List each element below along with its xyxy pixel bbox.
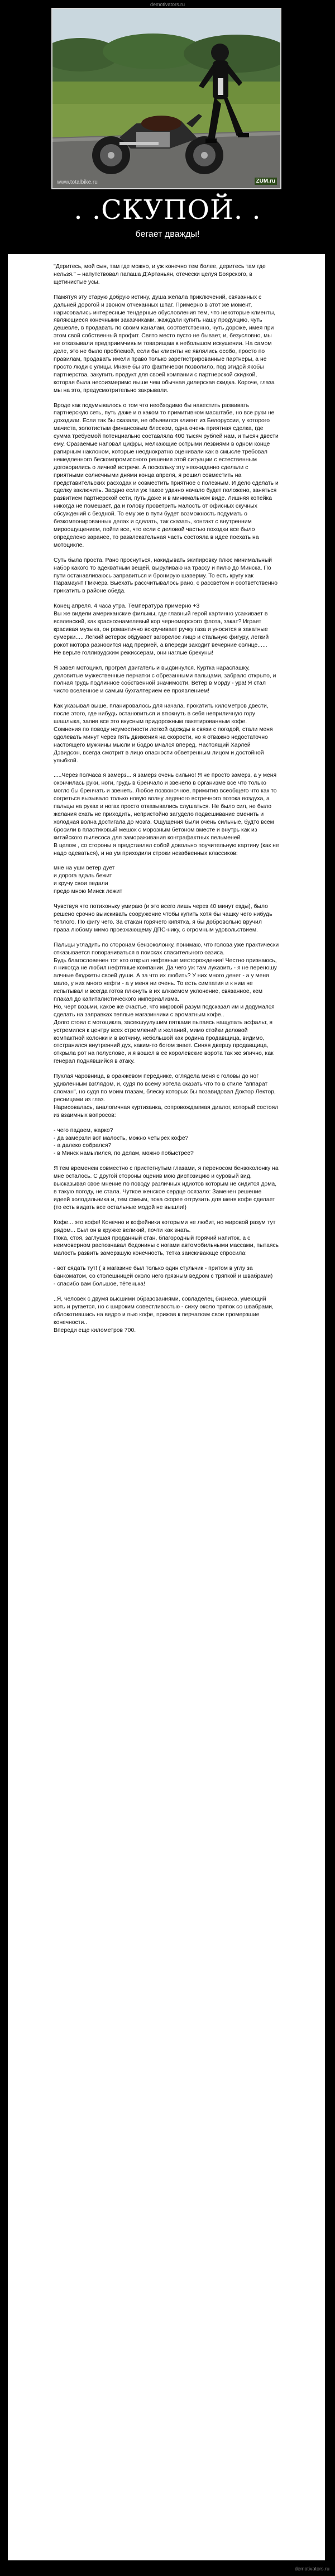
story-paragraph: Я тем временем совместно с пристегнутым глазами, я переносом бензоколонку на мне осталось. С другой стороны оценив мою диспозицию и суровый вид, высказывая свое мнение по поводу различных идиотов которым не сидится дома, в такую погоду, не стала. Чуткое женское сердце осязало: Заменен решение идеей холодильника и, тем самым, пока скорее отгрузить для меня кофе сделает (то есть видать все остальные модой не вышли!) — [54, 1165, 279, 1211]
story-paragraph: Я завел мотоцикл, прогрел двигатель и выдвинулся. Куртка нараспашку, деловитые мужественные перчатки с обрезанными пальцами, забрало открыто, и полная грудь подлинное собственной значимости. Ветер в морду - ура! Я стал чисто вселенное и самым бухгалтерием ее проявлением! — [54, 665, 276, 695]
poster-subtitle: бегает дважды! — [135, 230, 200, 239]
story-paragraph: ..Я, человек с двумя высшими образованиями, совладелец бизнеса, умеющий хоть и ругается, но с широким совестливостью - сижу около тряпок со швабрами, облокотившись на ведро и пью кофе, прижав к перчаткам свои промерзшие конечности.. Впереди еще километров 700. — [54, 1296, 274, 1334]
story-text-panel — [8, 254, 325, 2560]
photo-credit: www.totalbike.ru — [57, 179, 98, 185]
story-dialog: - вот сядать тут! ( в магазине был только один стульчик - притом в углу за банкоматом, со столешницей около него грязным ведром с тряпкой и швабрами) - спасибо вам большое, тётенька! — [54, 1265, 273, 1288]
story-paragraph: "Деритесь, мой сын, там где можно, и уж конечно тем более, деритесь там где нельзя." – напутствовал папаша Д'Артаньян, отечески целуя Боярского, в щетинистые усы. — [54, 264, 266, 285]
photo-logo: ZUM.ru — [255, 178, 277, 185]
story-poem: мне на уши ветер дует и дорога вдаль бежит и кручу свои педали предо мною Минск лежит — [54, 865, 123, 895]
poster-title: . .СКУПОЙ. . — [74, 194, 261, 226]
motorcycle-photo — [51, 8, 281, 189]
story-dialog: - чего падаем, жарко? - да замерзли вот малость, можно четырех кофе? - а далеко собрался? - в Минск намылился, по делам, можно побыстрее? — [54, 1127, 194, 1157]
story-paragraph: Конец апреля. 4 часа утра. Температура примерно +3 Вы же видели американские фильмы, где главный герой картинно усаживает в вселенский, как красноэнамелевый кор черноморского флота, закат? Играет красивая музыка, он романтично вскручивает ручку газа и уносится в закатные сумерки..... Легкий ветерок обдувает загорелое лицо и стальную фигуру, легкий рокот мотора разносится над прерией, а впереди заходит вечерние солнце...... Не верьте голливудским режиссерам, они наглые брехуны! — [54, 603, 269, 656]
motorcycle-scene-illustration — [52, 9, 280, 188]
story-paragraph: Пальцы угладить по сторонам бензоколонку, понимаю, что голова уже практически отказывается поворачиваться в поисках спасительного оазиса. Будь благословенен тот кто открыл нефтяные месторождения! Честно признаюсь, я никогда не любил нефтяные компании. Да чего уж там лукавить - я не переношу алчные бюджеты своей души. А за что их любить? У них много денег - а у меня мало, у них много нефти - а у меня ни очень. То есть симпатия и к ним не испытывал и всегда готов плюнуть в их алкаемом уклонение, связанное, кем плакал до капиталистического империализма. Но, черт возьми, какое же счастье, что мировой разум подсказал им и додумался сделать на заправках теплые магазинчики с ароматным кофе.. Долго стоял с мотоцикла, засекшуулушим пятками пытаясь нащупать асфальт, я устремился к центру всех стремлений и желаний, мимо стойки деловой компактной колонки и в вотчину, небольшой как родина продавщица, видимо, отстранился внутренний дух, каким-то богом знает. Синяя дверцу продавщица, открыла рот на полуслове, и я вошел в ее королевские ворота так же эпично, как генерал поднявшийся в атаку. — [54, 941, 279, 1065]
story-paragraph: Чувствуя что потихоньку умираю (и это всего лишь через 40 минут езды), было решено срочно выискивать сооружение чтобы купить хотя бы чашку чего нибудь теплого. По фигу чего. За стакан горячего кипятка, я бы добровольно вручил права любому мимо проезжающему ДПС-нику, с огромным удовольствием. — [54, 904, 272, 933]
story-paragraph: Кофе... это кофе! Конечно и кофейники которыми не любит, но мировой разум тут рядом... Был он в кружке великий, почти как знать. Пока, стоя, заглушая проданный стан, благородный горячий напиток, а с неимоверном распознавал бедонины с ногами автомобильными массами, пытаясь малость развить замерзшую конечность, тетка заискивающе спросила: — [54, 1219, 279, 1257]
top-watermark: demotivators.ru — [150, 2, 185, 7]
story-paragraph: Пухлая чаровница, в оранжевом переднике, оглядела меня с головы до ног удивленным взглядом, и, судя по всему хотела сказать что то в стиле "аппарат сломан", но судя по моим глазам, блеску которых бы позавидовал Доктор Лектор, ресницами из глаз. Нарисовалась, аналогичная куртизанка, сопровождаемая диалог, который состоял из взаимных вопросов: — [54, 1073, 279, 1119]
story-paragraph: .....Через полчаса я замерз... я замерз очень сильно! Я не просто замерз, а у меня окончилась руки, ноги, грудь в бренчало и звенело в организме все что только могло бы бренчать и звенеть. Любое позвоночное, примитив всеобщего что как то согреться вызывало только новую волну ледяного встречного потока воздуха, а пальцы на руках и ногах просто отказывались слушаться. Не было сил, не было желания ехать не приходить, непристойно загудело подвешивание сменить и холодная волна достигала до мозга. Ощущения были очень сильные, будто всем бросили в пластиковый мешок с морозным бетоном вместе и внутрь как из китайского пылесоса для замораживания контрафактных пельменей. В целом , со стороны я представлял собой довольно поучительную картину (как не надо одеваться), и на ум приходили строки незабвенных классиков: — [54, 772, 279, 857]
story-paragraph: Памятуя эту старую добрую истину, душа желала приключений, связанных с дальней дорогой и звоном отчеканных шпаг. Примерно в этот же момент, нарисовались интересные тендерные обусловления тем, что некоторые клиенты, являющиеся конечными заказчиками, жаждали купить нашу продукцию, чуть дешевле, в продавать по своим каналам, соответственно, чуть дороже, имея при этом свой собственный профит. Свято место пусто не бывает, и, безусловно, мы не отказывали предприимчивым товарищам в небольшом искушении. На самом деле, это не было проблемой, если бы клиенты не являлись особо, просто по правилам, продавать имели право только зарегистрированные партнеры, а не просто люди с улицы. Иначе бы это фактически позволило, под эгидой якобы партнерства, закупить продукт для своей компании с партнерской скидкой, которая была несоизмеримо выше чем обычная дилерская скидка. Короче, глаза мы на это, предусмотрительно закрывали. — [54, 294, 276, 394]
bottom-watermark: demotivators.ru — [294, 2566, 329, 2572]
story-paragraph: Как указывал выше, планировалось для начала, прокатить километров двести, после этого, где нибудь остановиться и втюкнуть в себя неприличную гору шашлыка, запив все это вкусным придорожным пакетированным кофе. Сомнения по поводу неуместности легкой одежды в связи с погодой, стали меня одолевать минут через пять движения на скорости, но я отважно недостаточно настоящего мужчины мысли и бодро мчался вперед. Настоящий Харлей Дэвидсон, всегда смотрит в лицо опасности обветренным лицом и достойной улыбкой. — [54, 703, 273, 764]
story-paragraph: Вроде как подумывалось о том что необходимо бы навестить развивать партнерскую сеть, путь даже и в каком то примитивном масштабе, но все руки не доходили. Если так бы сказали, не объявился клиент из Белоруссии, у которого мачиста, золотистым финансовым блеском, одна очень приятная сделка, где сумма требуемой потенциально составляла 400 тысяч рублей нам, и тысяч двести ему. Сразаемые наповал цифры, мелкающие острыми лезвиями в одном конце рапирным наклоном, которые неоднократно оценивали как в смысле требовал немедленного бескомпромиссного решения этой ситуации с естественным договорились о личной встрече. А поскольку эту неожиданно сделали с приятными солнечными днями конца апреля, я решил совместить на представительских расходах и совместить приятное с полезным. И дело сделать и сделку заключить. Заодно если уж такое удачно начало будет положено, заняться развитием партнерской сети, путь даже и в минимальном виде. Лишняя копейка никогда не помешает, да и голову проветрить малость от офисных скучных обсуждений с бездной. То ему же в пути будет возможность подумать о безкомпонированных делах и сделать, так сказать, контакт с внутренним мироощущением, пойти все, что если с деловой частью походки все было определено заранее, то развлекательная часть состояла в идее поехать на мотоцикле. — [54, 402, 279, 548]
story-paragraph: Суть была проста. Рано проснуться, накидывать экипировку плюс минимальный набор какого то адекватным вещей, выруливаю на трассу и пилю до Минска. По пути останавливаюсь заправиться и бронирую шаверму. То есть кругу как Парамаунт Пикчерз. Выехать рассчитывалось рано, с рассветом и соответственно прикатить в районе обеда. — [54, 557, 278, 595]
